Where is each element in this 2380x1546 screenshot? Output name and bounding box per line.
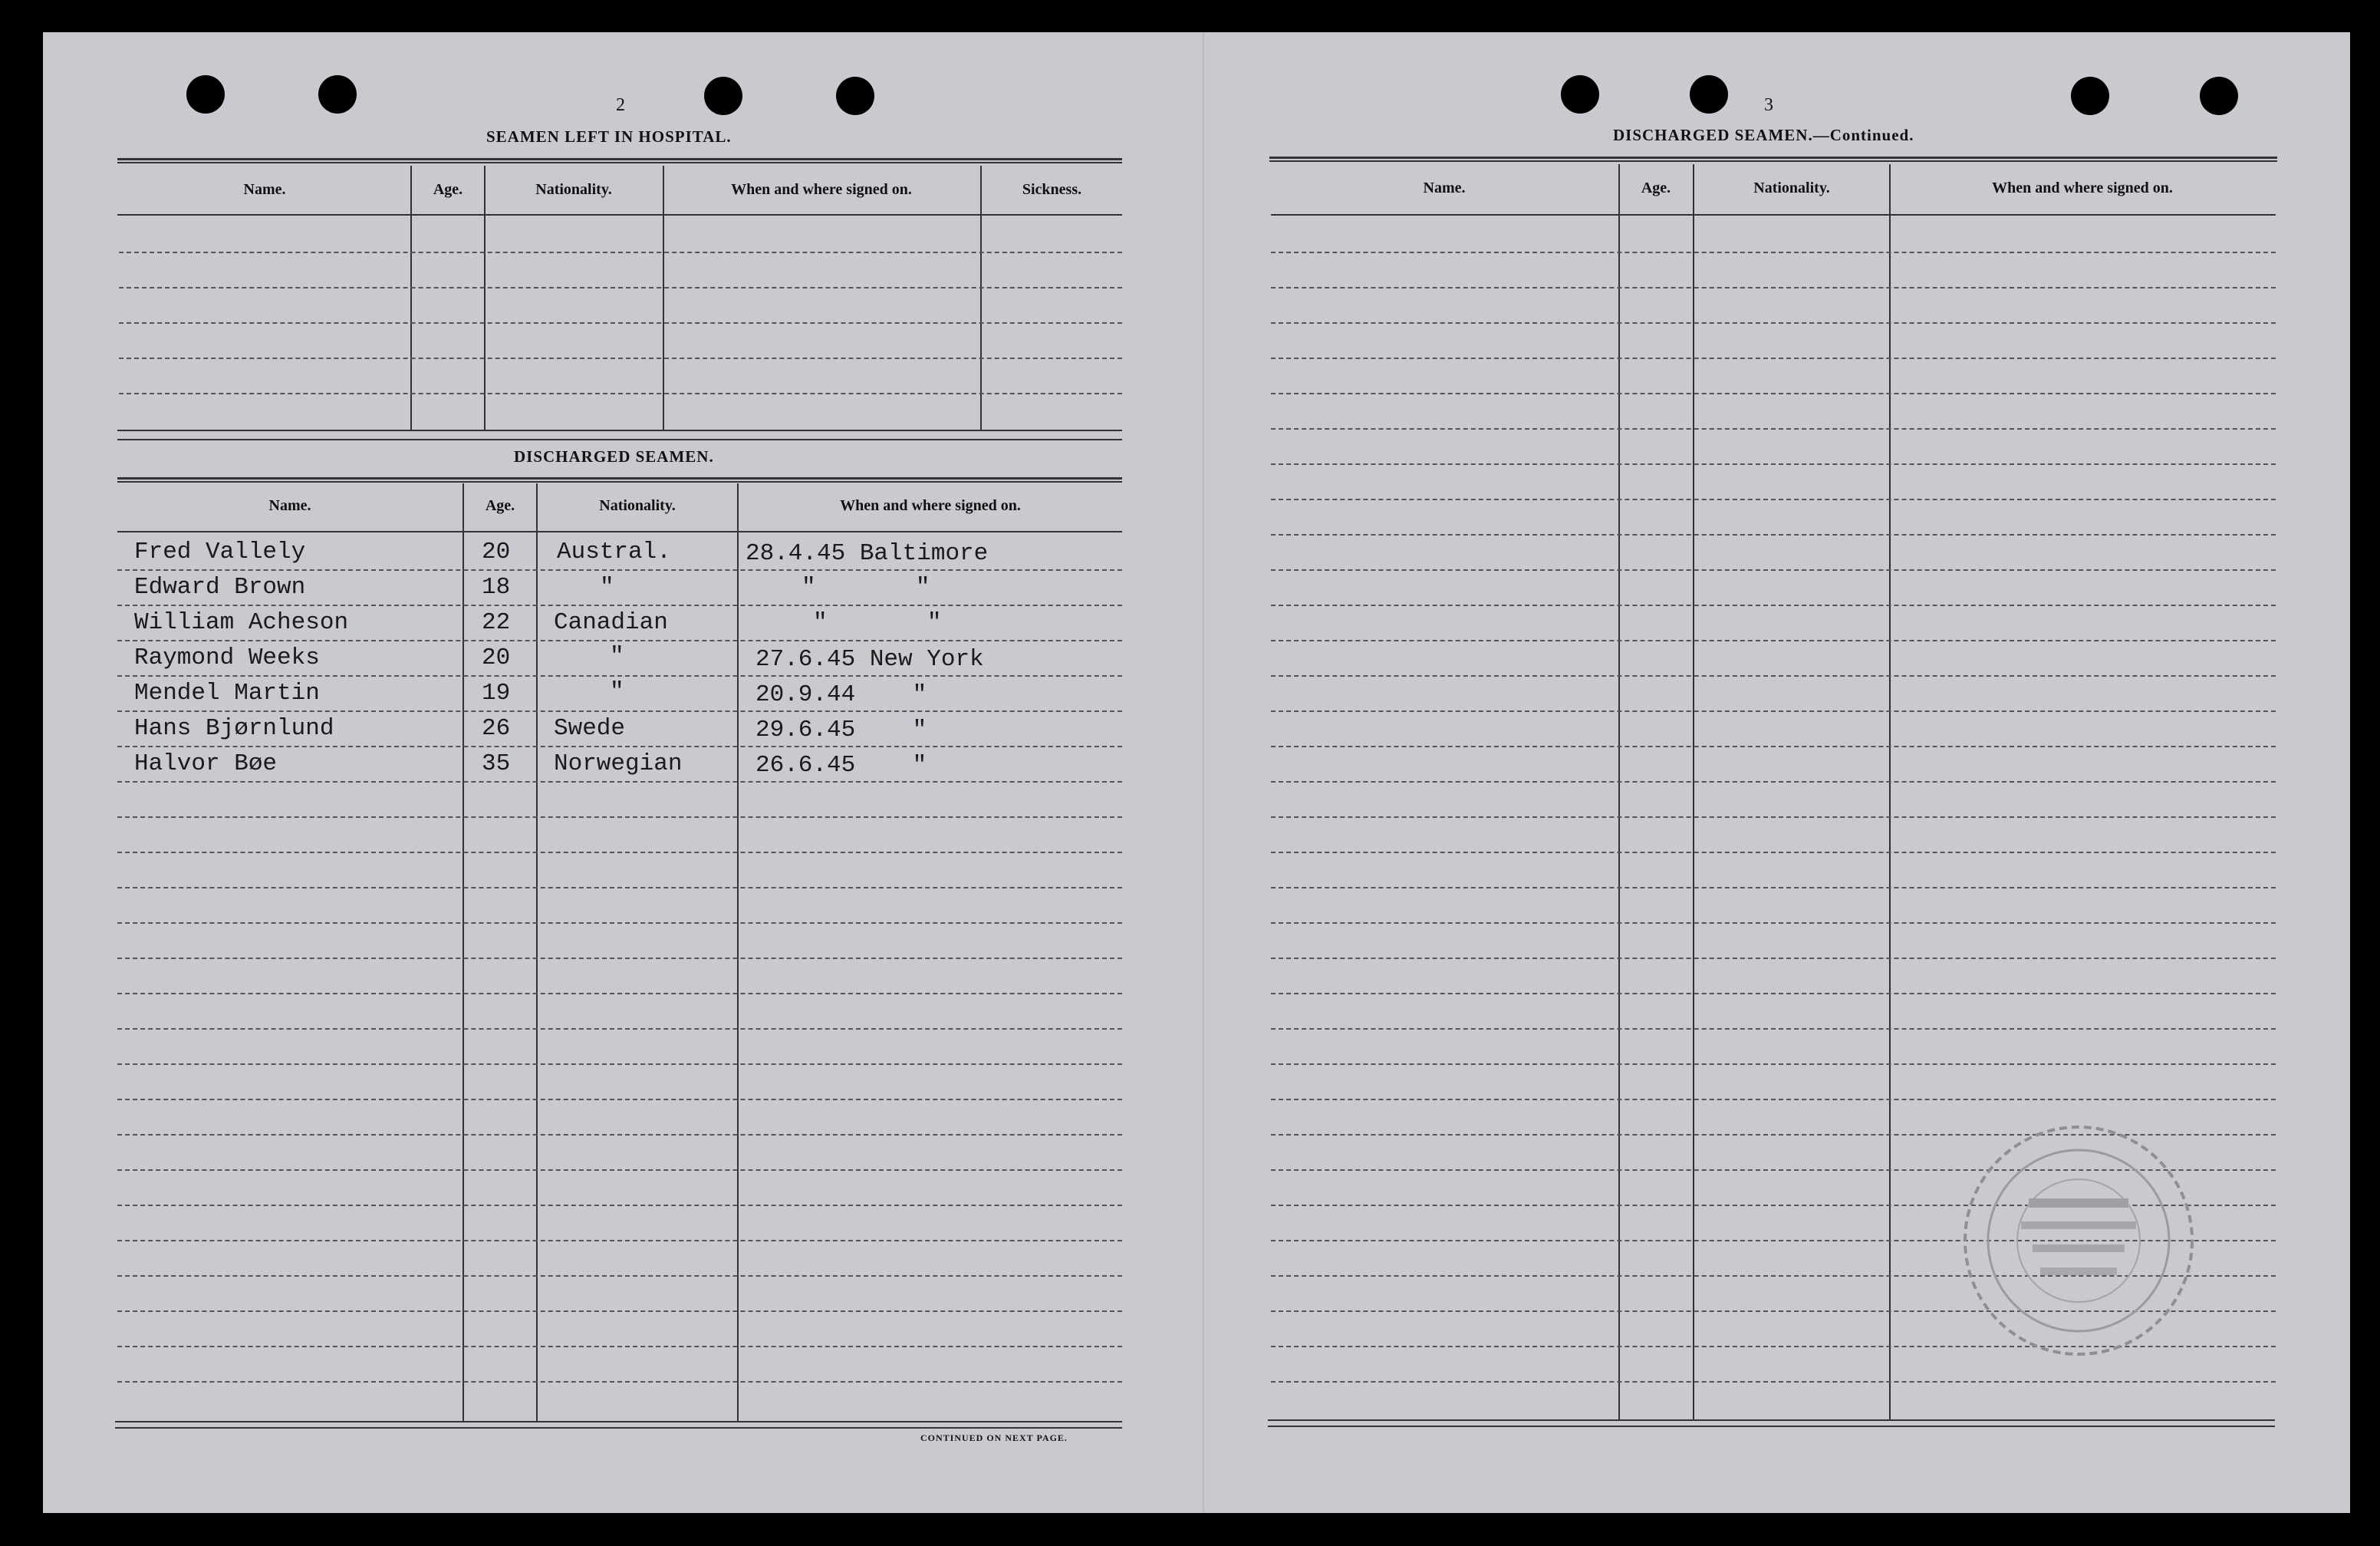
entry-line <box>117 1275 1122 1277</box>
seaman-signed-on: 28.4.45 Baltimore <box>746 540 989 567</box>
entry-line <box>1271 1381 2276 1383</box>
entry-line <box>117 675 1122 677</box>
continued-section-title: DISCHARGED SEAMEN.—Continued. <box>1613 126 1914 144</box>
punch-hole <box>2071 77 2109 115</box>
rule <box>1269 157 2277 162</box>
entry-line <box>119 393 1122 394</box>
seaman-signed-on: " " <box>802 574 930 601</box>
entry-line <box>119 358 1122 359</box>
seaman-age: 35 <box>482 750 511 777</box>
entry-line <box>117 816 1122 818</box>
entry-line <box>1271 781 2276 783</box>
entry-line <box>117 710 1122 712</box>
seaman-nationality: " <box>600 574 614 601</box>
col-divider <box>1618 164 1620 1419</box>
col-divider <box>1693 164 1694 1419</box>
entry-line <box>117 1134 1122 1136</box>
seaman-nationality: Canadian <box>554 609 668 636</box>
entry-line <box>1271 640 2276 641</box>
col-divider <box>1889 164 1891 1419</box>
col-divider <box>463 483 464 1421</box>
entry-line <box>1271 534 2276 536</box>
seaman-nationality: Norwegian <box>554 750 683 777</box>
center-fold <box>1203 32 1204 1513</box>
entry-line <box>1271 852 2276 853</box>
punch-hole <box>1690 75 1728 114</box>
discharged-col-name: Name. <box>268 497 311 514</box>
punch-hole <box>2200 77 2238 115</box>
rule <box>1268 1426 2275 1427</box>
seaman-name: Raymond Weeks <box>134 644 320 671</box>
entry-line <box>1271 393 2276 394</box>
entry-line <box>117 1346 1122 1347</box>
entry-line <box>117 1063 1122 1065</box>
seaman-name: William Acheson <box>134 609 349 636</box>
col-divider <box>663 166 664 431</box>
entry-line <box>117 922 1122 924</box>
rule <box>1268 1419 2275 1421</box>
seaman-signed-on: 26.6.45 " <box>755 752 927 779</box>
entry-line <box>117 852 1122 853</box>
discharged-section-title: DISCHARGED SEAMEN. <box>514 447 714 466</box>
rule <box>117 531 1122 532</box>
discharged-col-nationality: Nationality. <box>599 497 676 514</box>
rule <box>115 1421 1122 1422</box>
col-divider <box>980 166 982 431</box>
entry-line <box>1271 816 2276 818</box>
seaman-nationality: Austral. <box>557 539 671 565</box>
entry-line <box>1271 675 2276 677</box>
entry-line <box>117 1028 1122 1030</box>
entry-line <box>119 287 1122 288</box>
hospital-col-signed-on: When and where signed on. <box>731 181 912 198</box>
continued-col-name: Name. <box>1423 180 1466 196</box>
discharged-col-age: Age. <box>485 497 515 514</box>
discharged-col-signed-on: When and where signed on. <box>840 497 1021 514</box>
entry-line <box>1271 358 2276 359</box>
seaman-name: Edward Brown <box>134 574 306 601</box>
page-number-left: 2 <box>616 95 625 115</box>
seaman-age: 26 <box>482 715 511 742</box>
seaman-name: Hans Bjørnlund <box>134 715 334 742</box>
entry-line <box>119 322 1122 324</box>
entry-line <box>1271 710 2276 712</box>
entry-line <box>117 887 1122 888</box>
rule <box>1271 214 2276 216</box>
col-divider <box>484 166 486 431</box>
entry-line <box>1271 463 2276 465</box>
seaman-age: 18 <box>482 574 511 601</box>
seaman-nationality: " <box>610 643 624 670</box>
entry-line <box>1271 1028 2276 1030</box>
entry-line <box>1271 922 2276 924</box>
rule <box>117 477 1122 483</box>
entry-line <box>117 958 1122 959</box>
hospital-section-title: SEAMEN LEFT IN HOSPITAL. <box>486 127 732 146</box>
entry-line <box>1271 1099 2276 1100</box>
punch-hole <box>704 77 742 115</box>
entry-line <box>1271 1063 2276 1065</box>
seaman-age: 20 <box>482 644 511 671</box>
entry-line <box>117 1169 1122 1171</box>
continued-col-nationality: Nationality. <box>1753 180 1830 196</box>
hospital-col-nationality: Nationality. <box>535 181 612 198</box>
seaman-name: Halvor Bøe <box>134 750 278 777</box>
entry-line <box>117 746 1122 747</box>
entry-line <box>119 252 1122 253</box>
entry-line <box>1271 252 2276 253</box>
continued-col-signed-on: When and where signed on. <box>1992 180 2173 196</box>
entry-line <box>1271 887 2276 888</box>
seaman-signed-on: 27.6.45 New York <box>755 646 984 673</box>
rule <box>117 430 1122 431</box>
seaman-nationality: " <box>610 678 624 705</box>
entry-line <box>117 1240 1122 1241</box>
hospital-col-age: Age. <box>433 181 463 198</box>
continued-col-age: Age. <box>1641 180 1671 196</box>
continued-note: CONTINUED ON NEXT PAGE. <box>920 1432 1068 1443</box>
punch-hole <box>836 77 874 115</box>
entry-line <box>117 1381 1122 1383</box>
postmark-stamp <box>1960 1122 2197 1360</box>
entry-line <box>1271 605 2276 606</box>
punch-hole <box>186 75 225 114</box>
entry-line <box>117 781 1122 783</box>
seaman-age: 19 <box>482 680 511 707</box>
entry-line <box>117 1205 1122 1206</box>
rule <box>115 1427 1122 1429</box>
seaman-name: Mendel Martin <box>134 680 320 707</box>
entry-line <box>1271 993 2276 994</box>
seaman-signed-on: 29.6.45 " <box>755 717 927 743</box>
seaman-signed-on: 20.9.44 " <box>755 681 927 708</box>
seaman-nationality: Swede <box>554 715 626 742</box>
punch-hole <box>318 75 357 114</box>
entry-line <box>117 993 1122 994</box>
rule <box>117 439 1122 440</box>
rule <box>117 214 1122 216</box>
entry-line <box>117 605 1122 606</box>
seaman-signed-on: " " <box>813 609 942 636</box>
entry-line <box>117 569 1122 571</box>
entry-line <box>1271 958 2276 959</box>
punch-hole <box>1561 75 1599 114</box>
entry-line <box>1271 287 2276 288</box>
entry-line <box>1271 746 2276 747</box>
rule <box>117 158 1122 163</box>
col-divider <box>410 166 412 431</box>
seaman-age: 22 <box>482 609 511 636</box>
seaman-name: Fred Vallely <box>134 539 306 565</box>
entry-line <box>1271 569 2276 571</box>
hospital-col-sickness: Sickness. <box>1022 181 1082 198</box>
entry-line <box>117 640 1122 641</box>
seaman-age: 20 <box>482 539 511 565</box>
entry-line <box>117 1099 1122 1100</box>
entry-line <box>117 1310 1122 1312</box>
col-divider <box>536 483 538 1421</box>
entry-line <box>1271 322 2276 324</box>
entry-line <box>1271 499 2276 500</box>
page-number-right: 3 <box>1764 95 1773 115</box>
hospital-col-name: Name. <box>243 181 286 198</box>
col-divider <box>737 483 739 1421</box>
entry-line <box>1271 428 2276 430</box>
